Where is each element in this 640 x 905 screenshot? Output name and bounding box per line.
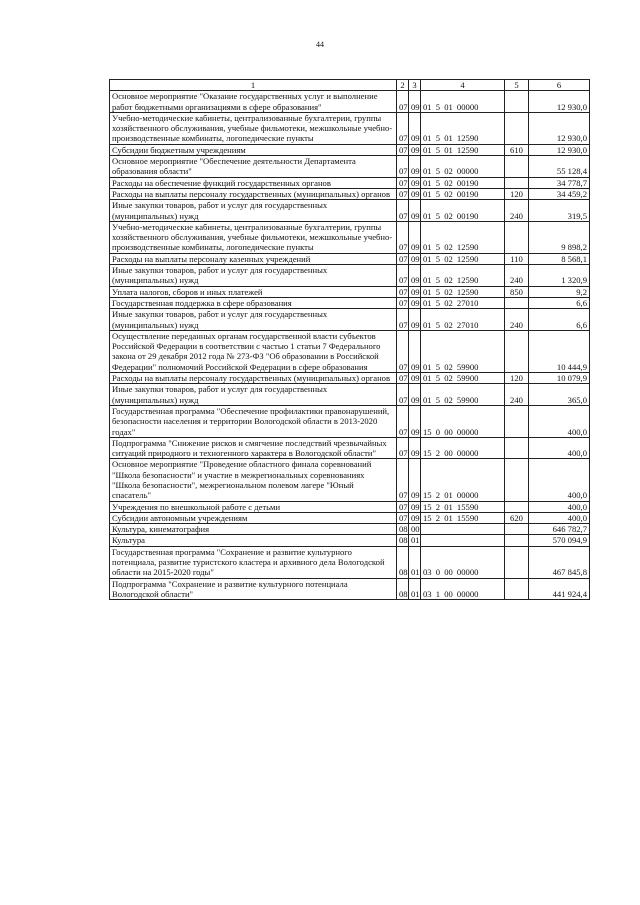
section-code-cell: 07 [397, 112, 409, 144]
table-row [110, 437, 590, 459]
table-row [110, 459, 590, 501]
subsection-code-cell: 00 [409, 524, 421, 535]
expense-type-cell [505, 578, 529, 600]
amount-cell: 365,0 [529, 384, 590, 406]
subsection-code-cell: 09 [409, 405, 421, 437]
target-article-cell: 01 5 01 12590 [421, 144, 505, 155]
table-row [110, 405, 590, 437]
amount-cell: 34 778,7 [529, 177, 590, 188]
table-row [110, 200, 590, 222]
amount-cell: 400,0 [529, 501, 590, 512]
row-name-cell: Расходы на выплаты персоналу государственных (муниципальных) органов [110, 373, 397, 384]
expense-type-cell: 240 [505, 384, 529, 406]
row-name-cell: Иные закупки товаров, работ и услуг для государственных (муниципальных) нужд [110, 265, 397, 287]
header-cell: 4 [421, 80, 505, 91]
expense-type-cell: 620 [505, 512, 529, 523]
expense-type-cell [505, 405, 529, 437]
amount-cell: 34 459,2 [529, 188, 590, 199]
target-article-cell: 01 5 02 00190 [421, 177, 505, 188]
subsection-code-cell: 09 [409, 512, 421, 523]
row-name-cell: Осуществление переданных органам государственной власти субъектов Российской Федерации в соответствии с частью 1 статьи 7 Федерального закона от 29 декабря 2012 года № 273-ФЗ "Об образовании в Российской Федерации" полномочий Российской Федерации в сфере образования [110, 330, 397, 372]
subsection-code-cell: 09 [409, 459, 421, 501]
subsection-code-cell: 09 [409, 177, 421, 188]
section-code-cell: 07 [397, 501, 409, 512]
row-name-cell: Расходы на выплаты персоналу казенных учреждений [110, 253, 397, 264]
target-article-cell: 01 5 02 59900 [421, 373, 505, 384]
table-row [110, 265, 590, 287]
page-number: 44 [316, 40, 324, 49]
section-code-cell: 07 [397, 512, 409, 523]
target-article-cell: 15 2 01 15590 [421, 512, 505, 523]
target-article-cell: 01 5 02 12590 [421, 265, 505, 287]
expense-type-cell [505, 330, 529, 372]
section-code-cell: 07 [397, 144, 409, 155]
section-code-cell: 07 [397, 91, 409, 113]
expense-type-cell: 120 [505, 373, 529, 384]
target-article-cell: 01 5 02 12590 [421, 221, 505, 253]
row-name-cell: Государственная программа "Обеспечение профилактики правонарушений, безопасности населения и территории Вологодской области в 2013-2020 годах" [110, 405, 397, 437]
table-row [110, 91, 590, 113]
subsection-code-cell: 09 [409, 112, 421, 144]
expense-type-cell [505, 297, 529, 308]
amount-cell: 10 079,9 [529, 373, 590, 384]
row-name-cell: Основное мероприятие "Обеспечение деятельности Департамента образования области" [110, 156, 397, 178]
subsection-code-cell: 09 [409, 156, 421, 178]
amount-cell: 9 898,2 [529, 221, 590, 253]
section-code-cell: 08 [397, 535, 409, 546]
expense-type-cell [505, 535, 529, 546]
row-name-cell: Учебно-методические кабинеты, централизованные бухгалтерии, группы хозяйственного обслуживания, учебные фильмотеки, межшкольные учебно-производственные комбинаты, логопедические пункты [110, 221, 397, 253]
amount-cell: 10 444,9 [529, 330, 590, 372]
table-row [110, 144, 590, 155]
table-row [110, 221, 590, 253]
row-name-cell: Подпрограмма "Сохранение и развитие культурного потенциала Вологодской области" [110, 578, 397, 600]
section-code-cell: 07 [397, 459, 409, 501]
section-code-cell: 07 [397, 309, 409, 331]
subsection-code-cell: 09 [409, 91, 421, 113]
subsection-code-cell: 09 [409, 253, 421, 264]
expense-type-cell [505, 524, 529, 535]
amount-cell: 12 930,0 [529, 144, 590, 155]
row-name-cell: Учреждения по внешкольной работе с детьми [110, 501, 397, 512]
subsection-code-cell: 09 [409, 265, 421, 287]
subsection-code-cell: 09 [409, 384, 421, 406]
subsection-code-cell: 09 [409, 330, 421, 372]
row-name-cell: Субсидии автономным учреждениям [110, 512, 397, 523]
expense-type-cell [505, 112, 529, 144]
expense-type-cell: 110 [505, 253, 529, 264]
amount-cell: 12 930,0 [529, 112, 590, 144]
table-row [110, 286, 590, 297]
target-article-cell: 01 5 02 00000 [421, 156, 505, 178]
target-article-cell: 01 5 01 12590 [421, 112, 505, 144]
target-article-cell: 01 5 01 00000 [421, 91, 505, 113]
amount-cell: 467 845,8 [529, 546, 590, 578]
table-row [110, 512, 590, 523]
table-row [110, 330, 590, 372]
expense-type-cell [505, 546, 529, 578]
row-name-cell: Иные закупки товаров, работ и услуг для государственных (муниципальных) нужд [110, 309, 397, 331]
subsection-code-cell: 09 [409, 188, 421, 199]
target-article-cell: 03 0 00 00000 [421, 546, 505, 578]
target-article-cell: 01 5 02 27010 [421, 297, 505, 308]
amount-cell: 1 320,9 [529, 265, 590, 287]
subsection-code-cell: 01 [409, 535, 421, 546]
row-name-cell: Культура [110, 535, 397, 546]
table-row [110, 501, 590, 512]
expense-type-cell [505, 459, 529, 501]
table-row [110, 578, 590, 600]
table-row [110, 535, 590, 546]
subsection-code-cell: 01 [409, 546, 421, 578]
row-name-cell: Государственная поддержка в сфере образования [110, 297, 397, 308]
amount-cell: 6,6 [529, 309, 590, 331]
section-code-cell: 07 [397, 188, 409, 199]
target-article-cell [421, 524, 505, 535]
section-code-cell: 07 [397, 373, 409, 384]
subsection-code-cell: 09 [409, 501, 421, 512]
row-name-cell: Иные закупки товаров, работ и услуг для государственных (муниципальных) нужд [110, 384, 397, 406]
amount-cell: 400,0 [529, 459, 590, 501]
row-name-cell: Основное мероприятие "Проведение областного финала соревнований "Школа безопасности" и участие в межрегиональных соревнованиях "Школа безопасности", межрегиональном полевом лагере "Юный спасатель" [110, 459, 397, 501]
target-article-cell: 01 5 02 27010 [421, 309, 505, 331]
target-article-cell: 01 5 02 00190 [421, 200, 505, 222]
subsection-code-cell: 09 [409, 373, 421, 384]
section-code-cell: 08 [397, 578, 409, 600]
target-article-cell: 01 5 02 59900 [421, 330, 505, 372]
target-article-cell: 01 5 02 12590 [421, 286, 505, 297]
row-name-cell: Уплата налогов, сборов и иных платежей [110, 286, 397, 297]
table-row [110, 112, 590, 144]
amount-cell: 570 094,9 [529, 535, 590, 546]
expense-type-cell [505, 221, 529, 253]
amount-cell: 400,0 [529, 405, 590, 437]
target-article-cell: 15 2 00 00000 [421, 437, 505, 459]
header-cell: 3 [409, 80, 421, 91]
expense-type-cell: 240 [505, 309, 529, 331]
amount-cell: 55 128,4 [529, 156, 590, 178]
section-code-cell: 07 [397, 200, 409, 222]
section-code-cell: 07 [397, 286, 409, 297]
table-row [110, 177, 590, 188]
row-name-cell: Государственная программа "Сохранение и развитие культурного потенциала, развитие туристского кластера и архивного дела Вологодской области на 2015-2020 годы" [110, 546, 397, 578]
expense-type-cell [505, 91, 529, 113]
row-name-cell: Культура, кинематография [110, 524, 397, 535]
table-row [110, 188, 590, 199]
expense-type-cell [505, 177, 529, 188]
subsection-code-cell: 01 [409, 578, 421, 600]
target-article-cell [421, 535, 505, 546]
target-article-cell: 15 0 00 00000 [421, 405, 505, 437]
amount-cell: 319,5 [529, 200, 590, 222]
section-code-cell: 07 [397, 221, 409, 253]
subsection-code-cell: 09 [409, 309, 421, 331]
section-code-cell: 07 [397, 437, 409, 459]
row-name-cell: Расходы на выплаты персоналу государственных (муниципальных) органов [110, 188, 397, 199]
section-code-cell: 07 [397, 177, 409, 188]
subsection-code-cell: 09 [409, 144, 421, 155]
amount-cell: 400,0 [529, 437, 590, 459]
section-code-cell: 07 [397, 405, 409, 437]
subsection-code-cell: 09 [409, 297, 421, 308]
amount-cell: 8 568,1 [529, 253, 590, 264]
table-row [110, 253, 590, 264]
expense-type-cell: 610 [505, 144, 529, 155]
row-name-cell: Подпрограмма "Снижение рисков и смягчение последствий чрезвычайных ситуаций природного и техногенного характера в Вологодской области" [110, 437, 397, 459]
section-code-cell: 08 [397, 546, 409, 578]
subsection-code-cell: 09 [409, 437, 421, 459]
subsection-code-cell: 09 [409, 200, 421, 222]
expense-type-cell: 850 [505, 286, 529, 297]
header-cell: 6 [529, 80, 590, 91]
expense-type-cell [505, 437, 529, 459]
table-row [110, 309, 590, 331]
header-row [110, 80, 590, 91]
amount-cell: 400,0 [529, 512, 590, 523]
amount-cell: 441 924,4 [529, 578, 590, 600]
amount-cell: 12 930,0 [529, 91, 590, 113]
row-name-cell: Учебно-методические кабинеты, централизованные бухгалтерии, группы хозяйственного обслуживания, учебные фильмотеки, межшкольные учебно-производственные комбинаты, логопедические пункты [110, 112, 397, 144]
amount-cell: 9,2 [529, 286, 590, 297]
table-row [110, 384, 590, 406]
target-article-cell: 01 5 02 12590 [421, 253, 505, 264]
table-row [110, 546, 590, 578]
section-code-cell: 07 [397, 297, 409, 308]
section-code-cell: 07 [397, 265, 409, 287]
expense-type-cell: 120 [505, 188, 529, 199]
section-code-cell: 07 [397, 156, 409, 178]
header-cell: 1 [110, 80, 397, 91]
target-article-cell: 03 1 00 00000 [421, 578, 505, 600]
table-row [110, 524, 590, 535]
row-name-cell: Иные закупки товаров, работ и услуг для государственных (муниципальных) нужд [110, 200, 397, 222]
expense-type-cell [505, 156, 529, 178]
target-article-cell: 01 5 02 00190 [421, 188, 505, 199]
target-article-cell: 01 5 02 59900 [421, 384, 505, 406]
section-code-cell: 08 [397, 524, 409, 535]
table-row [110, 156, 590, 178]
target-article-cell: 15 2 01 15590 [421, 501, 505, 512]
expense-type-cell: 240 [505, 265, 529, 287]
row-name-cell: Субсидии бюджетным учреждениям [110, 144, 397, 155]
expense-type-cell [505, 501, 529, 512]
budget-table [109, 79, 590, 600]
table-row [110, 373, 590, 384]
section-code-cell: 07 [397, 384, 409, 406]
amount-cell: 646 782,7 [529, 524, 590, 535]
table-row [110, 297, 590, 308]
header-cell: 2 [397, 80, 409, 91]
row-name-cell: Расходы на обеспечение функций государственных органов [110, 177, 397, 188]
header-cell: 5 [505, 80, 529, 91]
target-article-cell: 15 2 01 00000 [421, 459, 505, 501]
subsection-code-cell: 09 [409, 221, 421, 253]
section-code-cell: 07 [397, 253, 409, 264]
expense-type-cell: 240 [505, 200, 529, 222]
row-name-cell: Основное мероприятие "Оказание государственных услуг и выполнение работ бюджетными организациями в сфере образования" [110, 91, 397, 113]
amount-cell: 6,6 [529, 297, 590, 308]
section-code-cell: 07 [397, 330, 409, 372]
subsection-code-cell: 09 [409, 286, 421, 297]
